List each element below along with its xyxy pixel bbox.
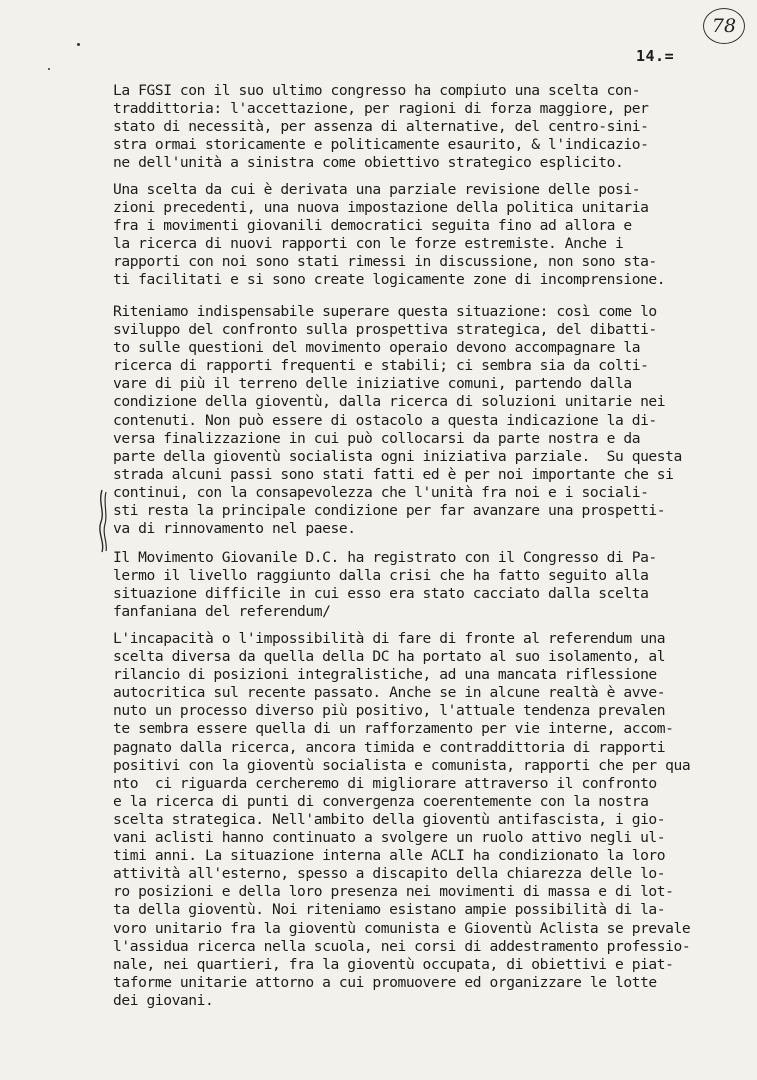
text-line: la ricerca di nuovi rapporti con le forze estremiste. Anche i [113,235,624,253]
text-line: continui, con la consapevolezza che l'unità fra noi e i sociali- [113,483,649,501]
page-number: 14.= [636,47,675,65]
text-line: l'assidua ricerca nella scuola, nei corsi di addestramento professio- [113,937,691,955]
text-line: scelta diversa da quella della DC ha portato al suo isolamento, al [113,648,666,666]
paragraph-movimento-giovanile-dc [113,549,713,621]
paragraph-riteniamo [113,303,713,538]
text-line: fanfaniana del referendum/ [113,603,331,621]
text-line: ta della gioventù. Noi riteniamo esistano ampie possibilità di la- [113,901,666,919]
text-line: vani aclisti hanno continuato a svolgere un ruolo attivo negli ul- [113,829,666,847]
text-line: strada alcuni passi sono stati fatti ed è per noi importante che si [113,465,674,483]
text-line: dei giovani. [113,991,214,1009]
text-line: traddittoria: l'accettazione, per ragioni di forza maggiore, per [113,100,649,118]
text-line: timi anni. La situazione interna alle ACLI ha condizionato la loro [113,847,666,865]
paragraph-fgsi [113,82,713,172]
paragraph-incapacita [113,630,713,1010]
text-line: autocritica sul recente passato. Anche se in alcune realtà è avve- [113,684,666,702]
text-line: versa finalizzazione in cui può collocarsi da parte nostra e da [113,429,641,447]
text-line: rapporti con noi sono stati rimessi in discussione, non sono sta- [113,253,657,271]
text-line: parte della gioventù socialista ogni iniziativa parziale. Su questa [113,447,682,465]
ink-speck [77,43,80,46]
text-line: Riteniamo indispensabile superare questa situazione: così come lo [113,303,657,320]
text-line: lermo il livello raggiunto dalla crisi che ha fatto seguito alla [113,567,649,585]
text-line: to sulle questioni del movimento operaio devono accompagnare la [113,339,641,357]
margin-bracket-mark [96,488,110,554]
text-line: L'incapacità o l'impossibilità di fare di fronte al referendum una [113,630,666,647]
text-line: positivi con la gioventù socialista e comunista, rapporti che per qua [113,756,691,774]
text-line: scelta strategica. Nell'ambito della gioventù antifascista, i gio- [113,810,666,828]
text-line: taforme unitarie attorno a cui promuovere ed organizzare le lotte [113,973,657,991]
text-line: Il Movimento Giovanile D.C. ha registrato con il Congresso di Pa- [113,549,657,566]
text-line: e la ricerca di punti di convergenza coerentemente con la nostra [113,792,649,810]
text-line: situazione difficile in cui esso era stato cacciato dalla scelta [113,585,649,603]
text-line: nale, nei quartieri, fra la gioventù occupata, di obiettivi e piat- [113,955,674,973]
text-line: stato di necessità, per assenza di alternative, del centro-sini- [113,118,649,136]
text-line: zioni precedenti, una nuova impostazione della politica unitaria [113,199,649,217]
text-line: stra ormai storicamente e politicamente esaurito, & l'indicazio- [113,136,649,154]
ink-speck [48,68,50,70]
text-line: vare di più il terreno delle iniziative comuni, partendo dalla [113,375,632,393]
text-line: ti facilitati e si sono create logicamente zone di incomprensione. [113,271,666,289]
text-line: sti resta la principale condizione per far avanzare una prospetti- [113,502,666,520]
text-line: rilancio di posizioni integralistiche, ad una mancata riflessione [113,666,657,684]
archive-stamp: 78 [703,8,745,44]
text-line: pagnato dalla ricerca, ancora timida e contraddittoria di rapporti [113,738,666,756]
text-line: voro unitario fra la gioventù comunista e Gioventù Aclista se prevale [113,919,691,937]
text-line: ricerca di rapporti frequenti e stabili; ci sembra sia da colti- [113,357,649,375]
text-line: fra i movimenti giovanili democratici seguita fino ad allora e [113,217,632,235]
text-line: attività all'esterno, spesso a discapito della chiarezza delle lo- [113,865,666,883]
text-line: La FGSI con il suo ultimo congresso ha compiuto una scelta con- [113,82,641,99]
text-line: Una scelta da cui è derivata una parziale revisione delle posi- [113,181,641,198]
text-line: nuto un processo diverso più positivo, l'attuale tendenza prevalen [113,702,666,720]
text-line: condizione della gioventù, dalla ricerca di soluzioni unitarie nei [113,393,666,411]
paragraph-revisione [113,181,713,290]
text-line: sviluppo del confronto sulla prospettiva strategica, del dibatti- [113,321,657,339]
text-line: va di rinnovamento nel paese. [113,520,356,538]
text-line: contenuti. Non può essere di ostacolo a questa indicazione la di- [113,411,657,429]
text-line: ne dell'unità a sinistra come obiettivo strategico esplicito. [113,154,624,172]
text-line: ro posizioni e della loro presenza nei movimenti di massa e di lot- [113,883,674,901]
text-line: te sembra essere quella di un rafforzamento per vie interne, accom- [113,720,674,738]
text-line: nto ci riguarda cercheremo di migliorare attraverso il confronto [113,774,657,792]
